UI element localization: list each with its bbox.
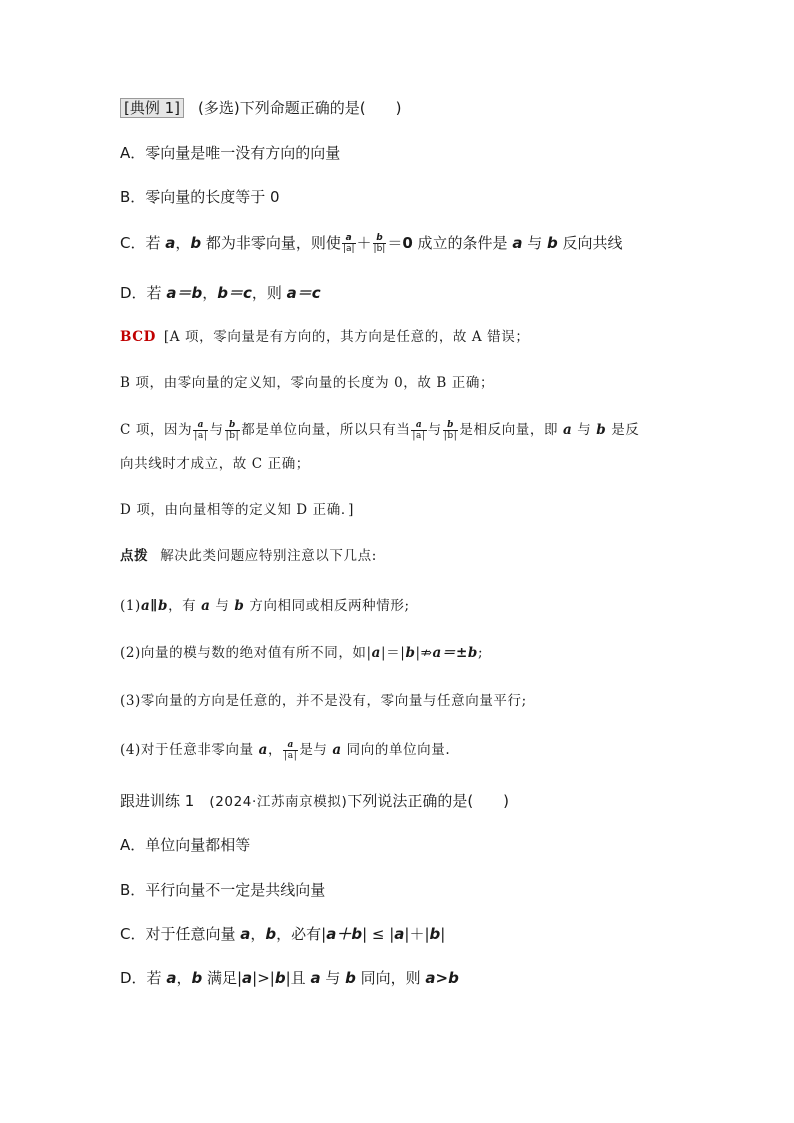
text: D．若	[120, 284, 167, 302]
example-tag: [典例 1]	[120, 98, 184, 118]
example-option-c	[120, 233, 724, 254]
vector-b: b	[274, 969, 286, 987]
text: 与	[210, 598, 235, 614]
text: 反向共线	[557, 234, 623, 252]
tips-item-2	[120, 643, 724, 663]
text: |＝|	[381, 645, 406, 661]
vector-a: a	[165, 234, 176, 252]
text: ，则	[251, 284, 287, 302]
fraction	[225, 420, 241, 441]
text: |且	[285, 969, 311, 987]
vector-b: b	[596, 422, 607, 438]
text: 与	[427, 422, 442, 438]
text: 与	[572, 422, 597, 438]
vector-b: b	[345, 969, 356, 987]
fraction	[443, 420, 459, 441]
answer-line-1	[120, 327, 724, 347]
text: |	[440, 925, 446, 943]
vector-sum: a＋b	[326, 925, 363, 943]
text: 同向，则	[355, 969, 426, 987]
fraction	[411, 420, 426, 441]
fraction-numerator: a	[415, 420, 423, 430]
answer-line-3	[120, 420, 724, 441]
text: 同向的单位向量.	[341, 742, 451, 758]
equation: a＝c	[286, 284, 321, 302]
fraction-denominator: |a|	[194, 431, 208, 441]
equation: a＝±b	[432, 645, 478, 661]
example-option-b: B．零向量的长度等于 0	[120, 188, 280, 206]
practice-option-d	[120, 968, 724, 988]
text: | ≤ |	[362, 925, 395, 943]
text: ＝	[387, 234, 403, 252]
fraction-numerator: b	[376, 233, 383, 243]
vector-a: a	[394, 925, 405, 943]
tips-item-4	[120, 740, 724, 761]
text: C 项，因为	[120, 422, 193, 438]
vector-a: a	[371, 645, 382, 661]
vector-b: b	[546, 234, 558, 252]
answer-label: BCD	[120, 329, 156, 345]
equation: a＝b	[166, 284, 203, 302]
tips-intro	[120, 546, 724, 566]
text: 满足|	[202, 969, 243, 987]
text: 方向相同或相反两种情形;	[244, 598, 410, 614]
fraction-numerator: b	[447, 420, 455, 430]
text: ，	[250, 925, 266, 943]
practice-label: 跟进训练 1	[120, 792, 195, 810]
text: ，	[267, 742, 283, 758]
vector-a: a	[242, 969, 253, 987]
text: (1)	[120, 598, 141, 614]
text: D．若	[120, 969, 167, 987]
answer-line-5: D 项，由向量相等的定义知 D 正确．]	[120, 502, 355, 518]
text: 是相反向量，即	[459, 422, 563, 438]
vector-a: a	[258, 742, 268, 758]
practice-option-a: A．单位向量都相等	[120, 836, 251, 854]
fraction	[283, 740, 298, 761]
text: 与	[522, 234, 547, 252]
vector-a: a	[512, 234, 523, 252]
example-option-a: A．零向量是唯一没有方向的向量	[120, 144, 341, 162]
vector-a: a	[310, 969, 321, 987]
practice-option-b: B．平行向量不一定是共线向量	[120, 881, 326, 899]
answer-line-4: 向共线时才成立，故 C 正确；	[120, 456, 310, 472]
fraction-numerator: a	[197, 420, 205, 430]
text: 是反	[606, 422, 640, 438]
tips-item-3: (3)零向量的方向是任意的，并不是没有，零向量与任意向量平行;	[120, 693, 527, 709]
vector-b: b	[190, 234, 202, 252]
text: ，必有|	[276, 925, 327, 943]
example-question-text: (多选)下列命题正确的是( )	[198, 99, 402, 117]
text: (2)向量的模与数的绝对值有所不同，如|	[120, 645, 372, 661]
text: ;	[477, 645, 484, 661]
practice-question	[120, 791, 724, 812]
vector-b: b	[191, 969, 203, 987]
fraction-numerator: b	[228, 420, 236, 430]
tips-label: 点拨	[120, 548, 149, 564]
practice-question-text: 下列说法正确的是( )	[347, 792, 510, 810]
fraction-denominator: |a|	[412, 431, 426, 441]
vector-a: a	[201, 598, 211, 614]
fraction-denominator: |b|	[373, 244, 386, 254]
text: 解决此类问题应特别注意以下几点:	[160, 548, 377, 564]
text: ，	[176, 969, 192, 987]
practice-option-c	[120, 924, 724, 944]
text: 是与	[299, 742, 333, 758]
equation: b＝c	[217, 284, 252, 302]
vector-b: b	[405, 645, 416, 661]
vector-a: a	[166, 969, 177, 987]
relation: a∥b	[140, 598, 169, 614]
text: |⇏	[415, 645, 433, 661]
text: 都为非零向量，则使	[201, 234, 341, 252]
fraction-numerator: a	[287, 740, 294, 750]
fraction-denominator: |b|	[225, 431, 240, 441]
fraction	[193, 420, 208, 441]
fraction-a-over-norm	[342, 233, 356, 254]
vector-b: b	[265, 925, 277, 943]
relation: a>b	[425, 969, 459, 987]
vector-b: b	[234, 598, 245, 614]
answer-line-2: B 项，由零向量的定义知，零向量的长度为 0，故 B 正确；	[120, 375, 495, 391]
text: 与	[320, 969, 346, 987]
example-question	[120, 98, 724, 118]
text: |＋|	[404, 925, 430, 943]
text: ，	[202, 284, 218, 302]
text: C．若	[120, 234, 166, 252]
vector-b: b	[429, 925, 441, 943]
text: ，有	[168, 598, 202, 614]
text: ＋	[356, 234, 372, 252]
fraction-numerator: a	[345, 233, 352, 243]
text: C．对于任意向量	[120, 925, 241, 943]
fraction-denominator: |b|	[443, 431, 458, 441]
vector-a: a	[563, 422, 573, 438]
text: 都是单位向量，所以只有当	[241, 422, 411, 438]
fraction-denominator: |a|	[284, 751, 298, 761]
text: |>|	[252, 969, 275, 987]
fraction-denominator: |a|	[342, 244, 355, 254]
text: [A 项，零向量是有方向的，其方向是任意的，故 A 错误；	[163, 329, 530, 345]
text: ，	[175, 234, 191, 252]
text: 与	[209, 422, 224, 438]
text: (4)对于任意非零向量	[120, 742, 259, 758]
practice-source: (2024·江苏南京模拟)	[209, 794, 348, 810]
zero-vector: 0	[402, 234, 413, 252]
vector-a: a	[332, 742, 342, 758]
vector-a: a	[240, 925, 251, 943]
text: 成立的条件是	[412, 234, 513, 252]
tips-item-1	[120, 596, 724, 616]
fraction-b-over-norm	[373, 233, 387, 254]
example-option-d	[120, 283, 724, 303]
